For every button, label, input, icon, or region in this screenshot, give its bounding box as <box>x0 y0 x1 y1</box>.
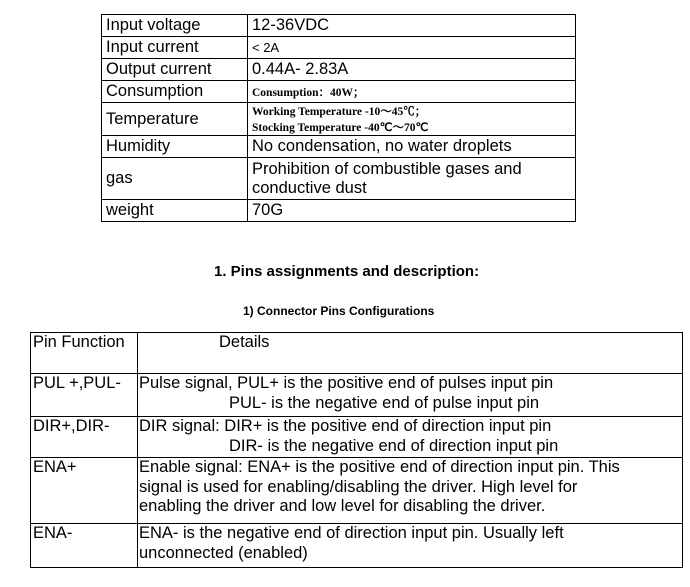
pin-function: ENA+ <box>31 458 138 524</box>
spec-key: Input current <box>102 37 248 59</box>
pin-function: DIR+,DIR- <box>31 417 138 458</box>
table-row <box>31 374 683 417</box>
spec-key: Temperature <box>102 103 248 136</box>
pin-details <box>138 417 683 458</box>
table-row <box>31 458 683 524</box>
spec-value-line: conductive dust <box>252 178 367 197</box>
table-row <box>102 200 576 222</box>
table-header-row <box>31 333 683 374</box>
pin-details-line: Pulse signal, PUL+ is the positive end of pulses input pin <box>139 374 554 392</box>
table-row <box>102 103 576 136</box>
spec-value: 0.44A- 2.83A <box>248 59 576 81</box>
table-row <box>102 81 576 103</box>
table-row <box>102 158 576 200</box>
spec-key: gas <box>102 158 248 200</box>
spec-value: No condensation, no water droplets <box>248 136 576 158</box>
pin-details <box>138 524 683 568</box>
pin-function: ENA- <box>31 524 138 568</box>
pin-details-line: PUL- is the negative end of pulse input pin <box>229 393 540 412</box>
pin-details-line: Enable signal: ENA+ is the positive end of direction input pin. This <box>139 458 620 476</box>
subsection-title: 1) Connector Pins Configurations <box>243 304 435 318</box>
spec-value <box>248 158 576 200</box>
pin-details-line: enabling the driver and low level for disabling the driver. <box>139 497 546 515</box>
pin-details-line: DIR signal: DIR+ is the positive end of direction input pin <box>139 417 552 435</box>
spec-value: 12-36VDC <box>248 15 576 37</box>
spec-value-line: Stocking Temperature -40℃～70℃ <box>252 122 429 134</box>
spec-value: Consumption：40W； <box>248 81 576 103</box>
table-row <box>102 37 576 59</box>
spec-key: Humidity <box>102 136 248 158</box>
header-details <box>138 333 683 374</box>
pin-details-line: unconnected (enabled) <box>139 543 308 562</box>
spec-value-line: Working Temperature -10～45℃； <box>252 106 427 118</box>
section-title: 1. Pins assignments and description: <box>214 263 480 280</box>
table-row <box>31 417 683 458</box>
table-row <box>102 15 576 37</box>
spec-key: Output current <box>102 59 248 81</box>
pins-table <box>30 332 683 568</box>
pin-details-line: ENA- is the negative end of direction input pin. Usually left <box>139 524 564 542</box>
pin-function: PUL +,PUL- <box>31 374 138 417</box>
pin-details <box>138 374 683 417</box>
spec-value: < 2A <box>248 37 576 59</box>
spec-value-line: Prohibition of combustible gases and <box>252 159 522 178</box>
header-details-label: Details <box>219 333 270 351</box>
pin-details-line: signal is used for enabling/disabling the driver. High level for <box>139 477 578 496</box>
spec-key: Consumption <box>102 81 248 103</box>
spec-table <box>101 14 576 222</box>
spec-value <box>248 103 576 136</box>
table-row <box>31 524 683 568</box>
pin-details-line: DIR- is the negative end of direction input pin <box>229 436 559 455</box>
header-pin-function: Pin Function <box>31 333 138 374</box>
spec-key: weight <box>102 200 248 222</box>
table-row <box>102 59 576 81</box>
spec-value: 70G <box>248 200 576 222</box>
pin-details <box>138 458 683 524</box>
table-row <box>102 136 576 158</box>
spec-key: Input voltage <box>102 15 248 37</box>
